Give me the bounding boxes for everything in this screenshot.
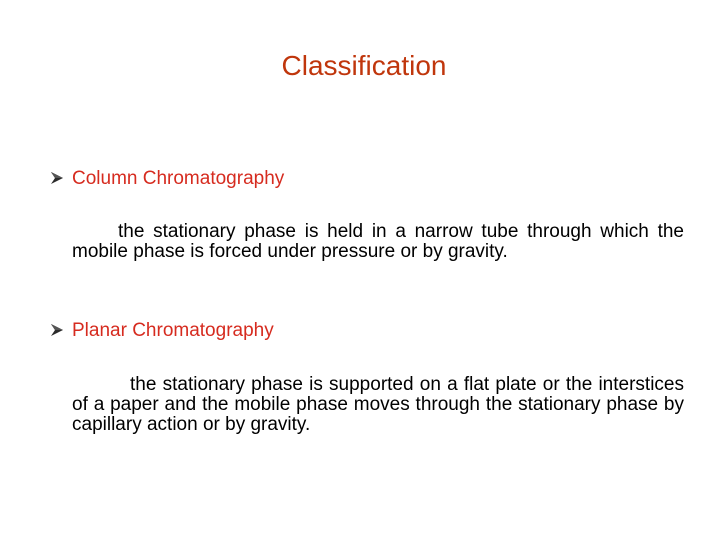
bullet-column-chromatography [0,166,728,192]
arrowhead-bullet-icon [50,323,64,337]
bullet-planar-chromatography [0,318,728,344]
bullet-description: the stationary phase is supported on a flat plate or the interstices of a paper and the mobile phase moves through the stationary phase by capillary action or by gravity. [72,374,684,435]
bullet-description: the stationary phase is held in a narrow tube through which the mobile phase is forced under pressure or by gravity. [72,221,684,262]
arrowhead-bullet-icon [50,171,64,185]
bullet-label: Column Chromatography [72,168,285,189]
bullet-label: Planar Chromatography [72,320,274,341]
slide-title: Classification [281,50,447,81]
